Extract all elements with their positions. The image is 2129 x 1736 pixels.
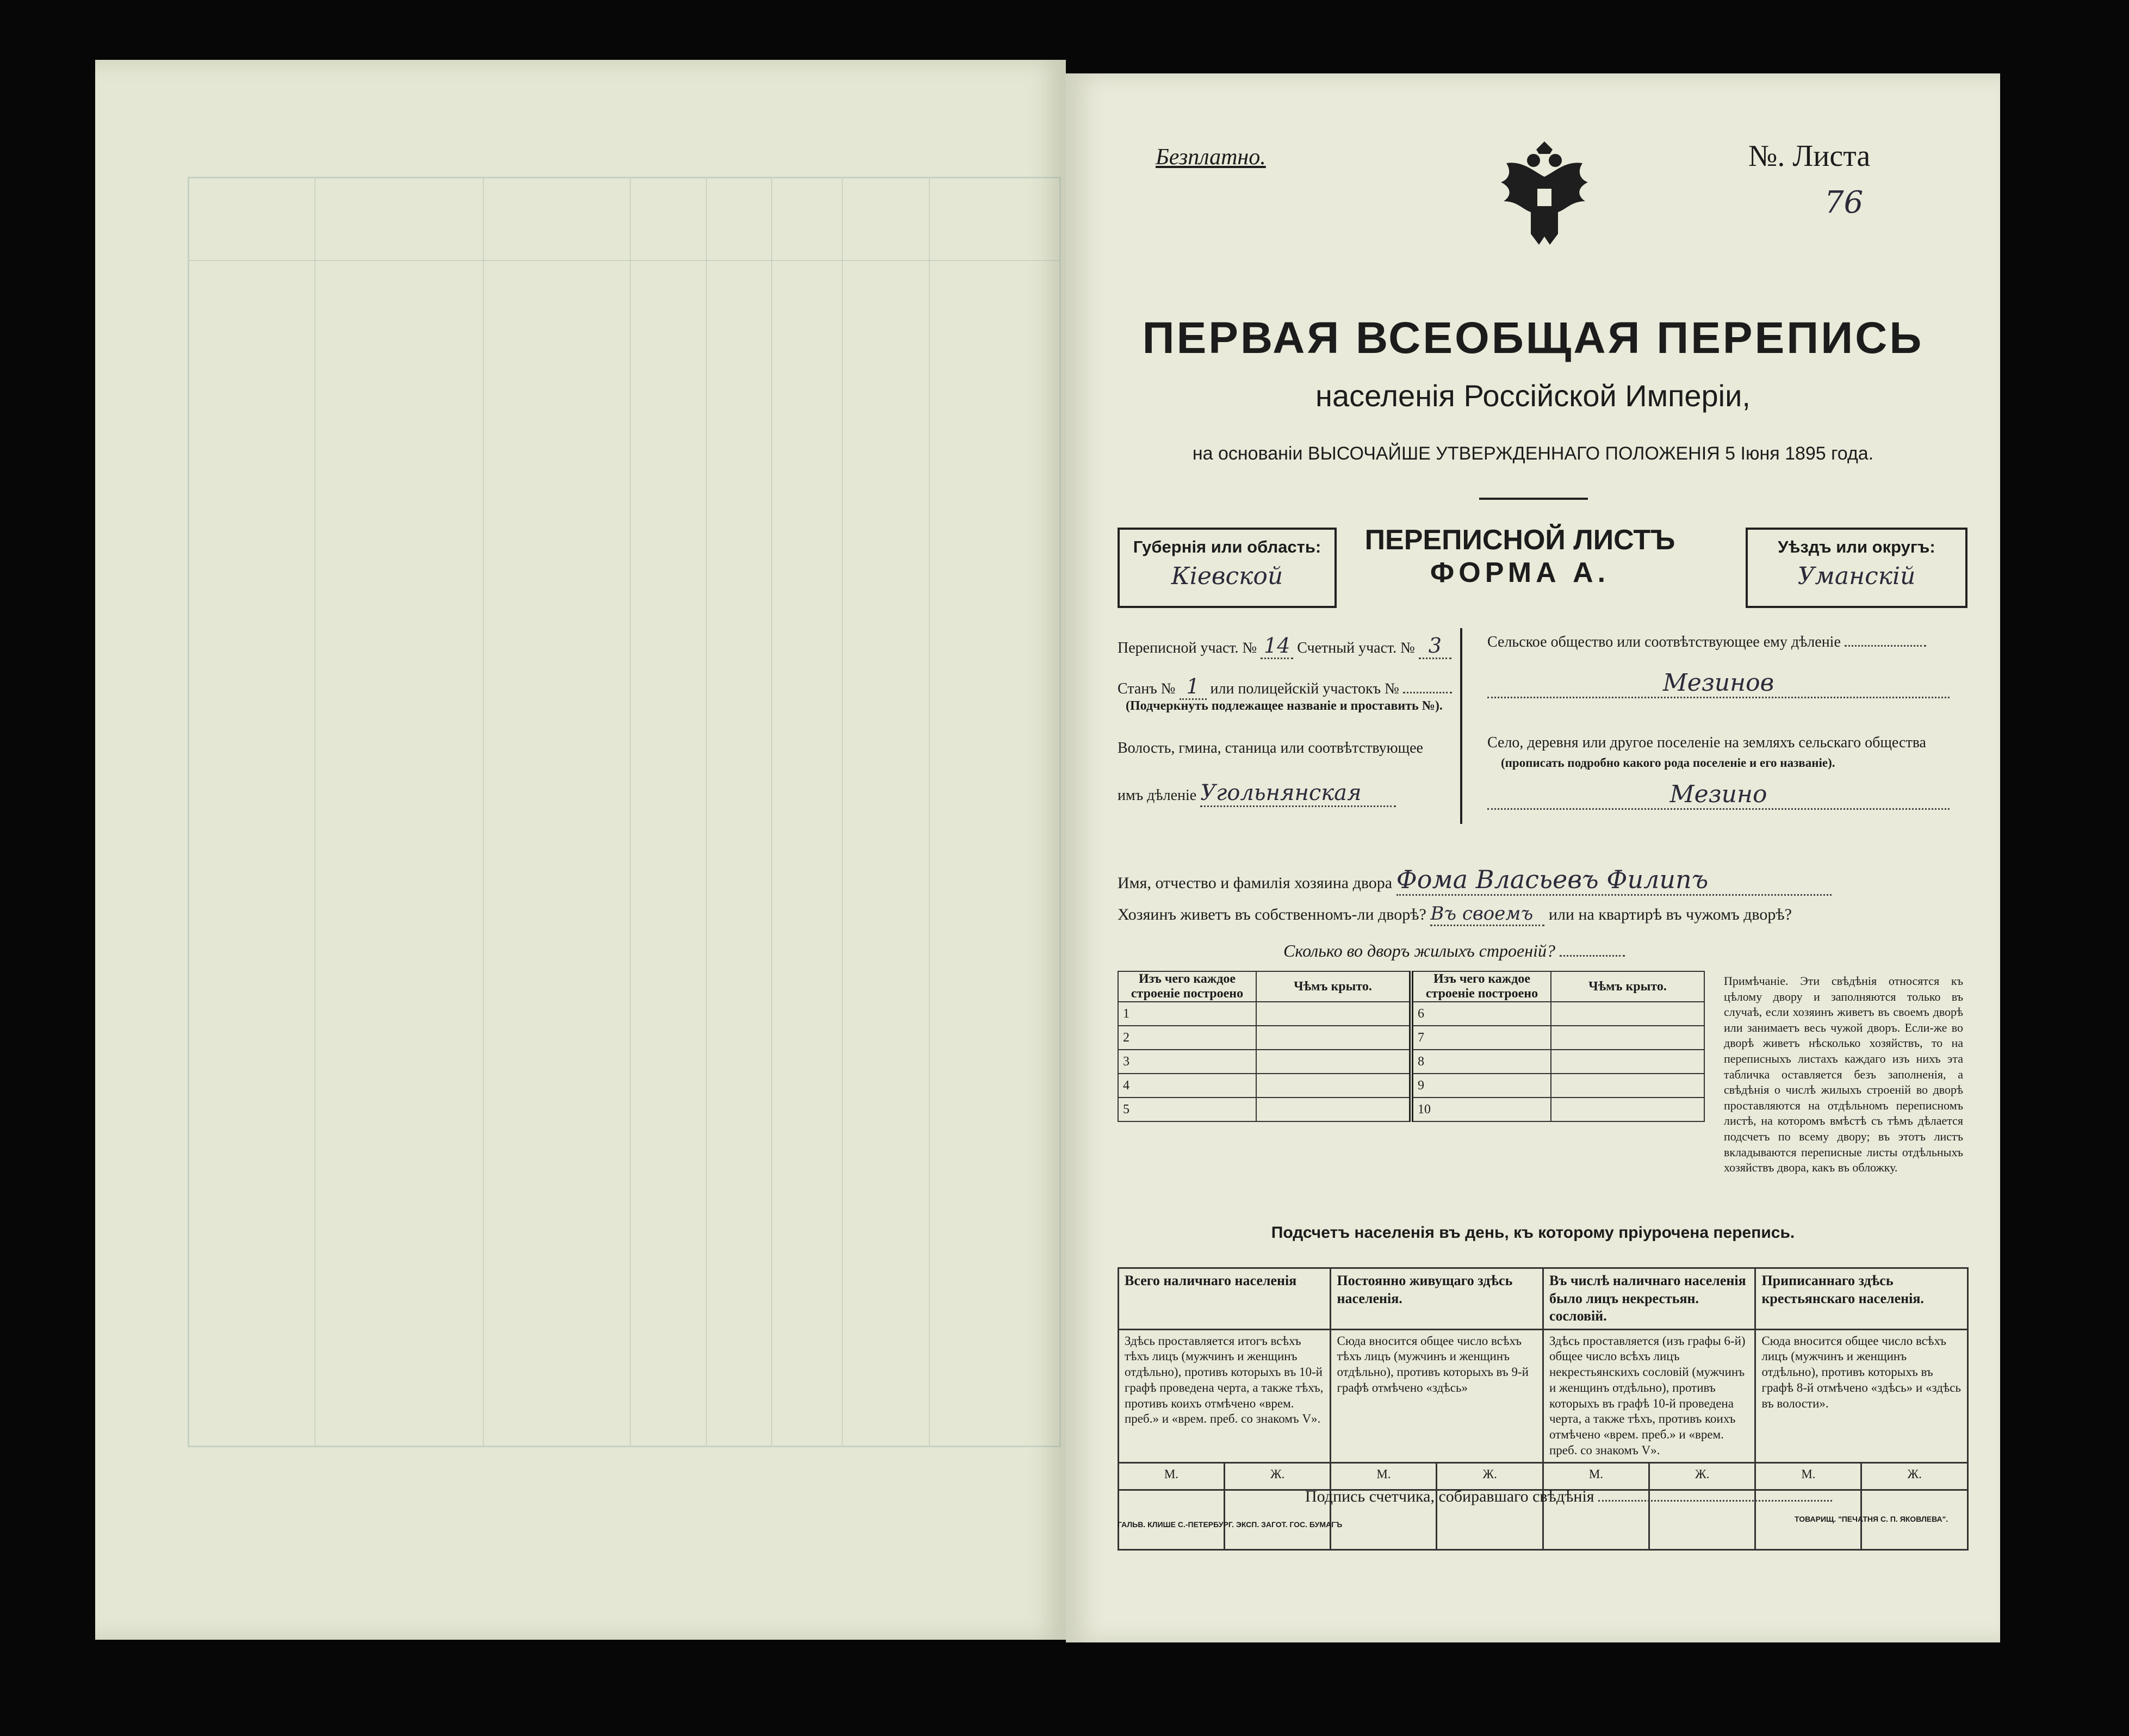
free-label: Безплатно.: [1156, 145, 1266, 170]
form-main-title: ПЕРВАЯ ВСЕОБЩАЯ ПЕРЕПИСЬ: [1142, 313, 1924, 363]
village-note: (прописать подробно какого рода поселеніе и его названіе).: [1501, 756, 1835, 770]
stan-label: Станъ №: [1118, 680, 1176, 697]
female-header: Ж.: [1437, 1462, 1543, 1490]
village-value: Мезино: [1487, 780, 1950, 810]
volost-label: Волость, гмина, станица или соотвѣтствующее: [1118, 740, 1423, 757]
district-box: [1746, 528, 1967, 608]
col-roof-2: Чѣмъ крыто.: [1551, 971, 1704, 1002]
col-noncrest-desc: Здѣсь проставляется (изъ графы 6-й) общее число всѣхъ лицъ некрестьянскихъ сословій (мужчинъ и женщинъ отдѣльно), противъ которыхъ въ графѣ 10-й проведена черта, а также тѣхъ, противъ коихъ отмѣчено «врем. преб.» и «врем. преб. со знакомъ V».: [1543, 1329, 1755, 1462]
female-header: Ж.: [1649, 1462, 1755, 1490]
count-district-value: 3: [1419, 634, 1451, 659]
buildings-table: [1118, 971, 1705, 1122]
col-total-desc: Здѣсь проставляется итогъ всѣхъ тѣхъ лицъ (мужчинъ и женщинъ отдѣльно), противъ которыхъ въ 10-й графѣ проведена черта, а также тѣхъ, противъ коихъ отмѣчено «врем. преб.» и «врем. преб. со знакомъ V».: [1119, 1329, 1331, 1462]
form-subtitle: населенія Россійской Имперіи,: [1315, 379, 1751, 413]
census-form-page: [1066, 73, 2000, 1642]
row-number: 10: [1411, 1098, 1551, 1121]
col-roof: Чѣмъ крыто.: [1256, 971, 1411, 1002]
row-number: 1: [1118, 1002, 1256, 1026]
count-district-label: Счетный участ. №: [1297, 640, 1415, 656]
province-label: Губернія или область:: [1133, 537, 1321, 556]
buildings-label: Сколько во дворъ жилыхъ строеній?: [1283, 941, 1555, 960]
col-permanent-desc: Сюда вносится общее число всѣхъ тѣхъ лицъ (мужчинъ и женщинъ отдѣльно), противъ которыхъ въ 9-й графѣ отмѣчено «здѣсь»: [1331, 1329, 1543, 1462]
col-material: Изъ чего каждое строеніе построено: [1118, 971, 1256, 1002]
row-number: 3: [1118, 1050, 1256, 1074]
row-number: 6: [1411, 1002, 1551, 1026]
population-table: [1118, 1267, 1969, 1551]
population-heading: Подсчетъ населенія въ день, къ которому пріурочена перепись.: [1271, 1224, 1795, 1242]
imperial-eagle-icon: [1490, 139, 1599, 253]
col-ascribed-desc: Сюда вносится общее число всѣхъ лицъ (мужчинъ и женщинъ отдѣльно), противъ которыхъ въ графѣ 8-й отмѣчено «здѣсь» и «здѣсь въ волости».: [1755, 1329, 1968, 1462]
col-ascribed-title: Приписаннаго здѣсь крестьянскаго населенія.: [1755, 1268, 1968, 1330]
male-header: М.: [1543, 1462, 1649, 1490]
male-header: М.: [1119, 1462, 1225, 1490]
village-label: Село, деревня или другое поселеніе на земляхъ сельскаго общества: [1487, 734, 1926, 751]
male-header: М.: [1755, 1462, 1861, 1490]
sheet-number-label: №. Листа: [1748, 139, 1871, 173]
underline-note: (Подчеркнуть подлежащее названіе и проставить №).: [1126, 699, 1443, 713]
printer-right: ТОВАРИЩ. "ПЕЧАТНЯ С. П. ЯКОВЛЕВА".: [1795, 1515, 1948, 1523]
male-header: М.: [1331, 1462, 1437, 1490]
row-number: 2: [1118, 1026, 1256, 1050]
census-district-label: Переписной участ. №: [1118, 640, 1257, 656]
rent-label: или на квартирѣ въ чужомъ дворѣ?: [1548, 906, 1792, 923]
legal-basis: на основаніи ВЫСОЧАЙШЕ УТВЕРЖДЕННАГО ПОЛОЖЕНІЯ 5 Іюня 1895 года.: [1192, 443, 1874, 464]
female-header: Ж.: [1861, 1462, 1968, 1490]
province-box: [1118, 528, 1337, 608]
owner-value: Фома Власьевъ Филипъ: [1396, 865, 1832, 896]
province-value: Кіевской: [1171, 562, 1283, 590]
sheet-number-value: 76: [1824, 185, 1864, 220]
district-value: Уманскій: [1797, 562, 1916, 590]
col-noncrest-title: Въ числѣ наличнаго населенія было лицъ некрестьян. сословій.: [1543, 1268, 1755, 1330]
census-district-value: 14: [1261, 634, 1293, 659]
volost-value: Угольнянская: [1200, 780, 1396, 807]
row-number: 5: [1118, 1098, 1256, 1121]
column-divider: [1460, 628, 1462, 824]
col-material-2: Изъ чего каждое строеніе построено: [1411, 971, 1551, 1002]
row-number: 8: [1411, 1050, 1551, 1074]
col-permanent-title: Постоянно живущаго здѣсь населенія.: [1331, 1268, 1543, 1330]
printer-left: ГАЛЬВ. КЛИШЕ С.-ПЕТЕРБУРГ. ЭКСП. ЗАГОТ. ГОС. БУМАГЪ: [1118, 1520, 1343, 1529]
form-letter: ФОРМА А.: [1430, 557, 1610, 588]
row-number: 7: [1411, 1026, 1551, 1050]
volost-label-2: имъ дѣленіе: [1118, 787, 1197, 804]
society-label: Сельское общество или соотвѣтствующее ему дѣленіе: [1487, 634, 1841, 650]
row-number: 9: [1411, 1074, 1551, 1098]
stan-value: 1: [1180, 674, 1207, 700]
own-yard-value: Въ своемъ: [1430, 903, 1544, 926]
ornament-divider: [1479, 498, 1588, 500]
note-text: Примѣчаніе. Эти свѣдѣнія относятся къ цѣлому двору и заполняются только въ случаѣ, если хозяинъ живетъ въ своемъ дворѣ или занимаетъ весь чужой дворъ. Если-же во дворѣ живетъ нѣсколько хозяйствъ, то на переписныхъ листахъ каждаго изъ нихъ эта табличка оставляется безъ заполненія, а свѣдѣнія о числѣ жилыхъ строеній во дворѣ проставляются на отдѣльномъ переписномъ листѣ, на которомъ вмѣстѣ съ тѣмъ дѣлается подсчетъ по всему двору; въ этотъ листъ вкладываются переписные листы отдѣльныхъ хозяйствъ двора, какъ въ обложку.: [1724, 974, 1963, 1175]
signature-label: Подпись счетчика, собиравшаго свѣдѣнія: [1305, 1487, 1594, 1505]
district-label: Уѣздъ или округъ:: [1778, 537, 1935, 556]
row-number: 4: [1118, 1074, 1256, 1098]
society-value: Мезинов: [1487, 669, 1950, 698]
female-header: Ж.: [1224, 1462, 1331, 1490]
left-page: [95, 60, 1066, 1640]
form-title-box: [1338, 519, 1702, 612]
police-district-label: или полицейскій участокъ №: [1210, 680, 1399, 697]
own-yard-label: Хозяинъ живетъ въ собственномъ-ли дворѣ?: [1118, 906, 1426, 923]
form-title: ПЕРЕПИСНОЙ ЛИСТЪ: [1364, 524, 1675, 556]
col-total-title: Всего наличнаго населенія: [1119, 1268, 1331, 1330]
owner-label: Имя, отчество и фамилія хозяина двора: [1118, 874, 1393, 892]
bleed-through-grid: [188, 177, 1061, 1447]
